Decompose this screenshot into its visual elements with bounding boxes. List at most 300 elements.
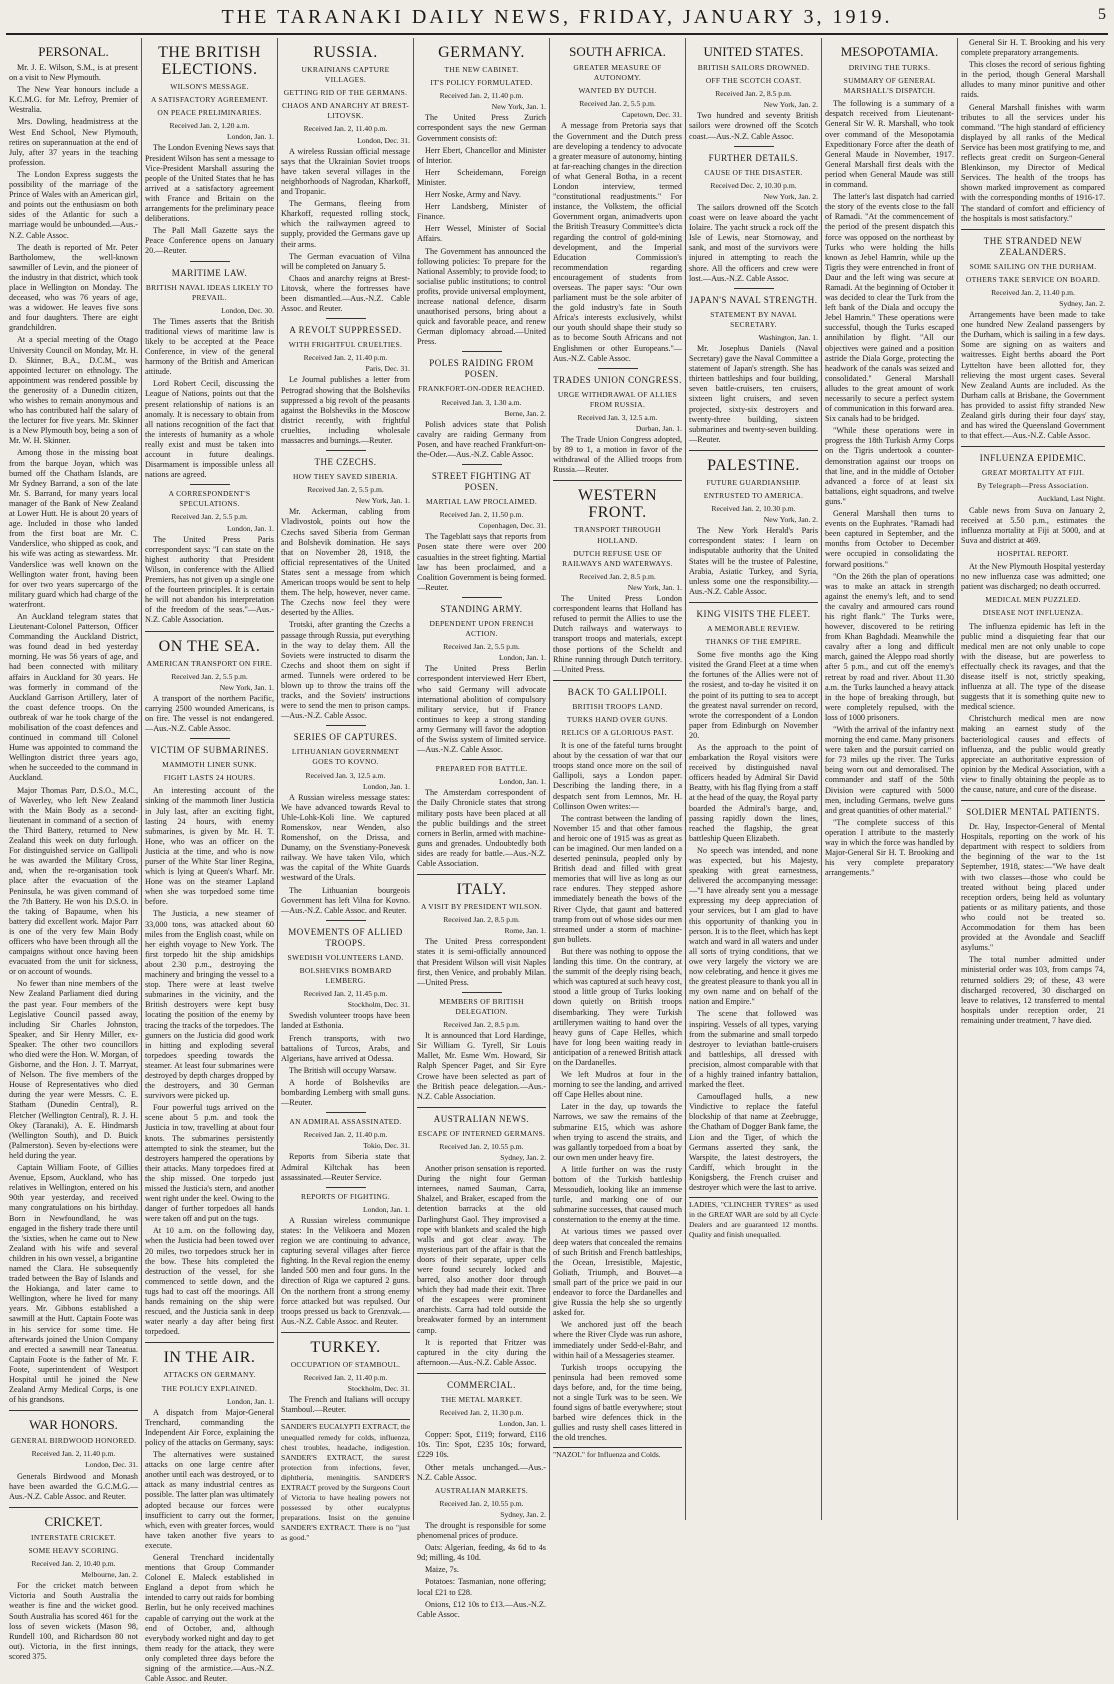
article-paragraph: But there was nothing to oppose the landing this time. On the contrary, at the summit of the deeply rising beach, which was captured at such heavy cost, stood a little group of Turks looking down quietly on British troops disembarking. They were Turkish artillerymen waiting to hand over the heavy guns of Cape Helles, which have for long been waiting ready in anticipation of a renewed British attack on the Dardanelles.: [553, 946, 682, 1067]
subheadline: DUTCH REFUSE USE OF RAILWAYS AND WATERWAYS.: [562, 548, 673, 568]
headline: STREET FIGHTING AT POSEN.: [431, 471, 532, 493]
subheadline: SOME HEAVY SCORING.: [28, 1545, 119, 1555]
article-paragraph: Herr Scheidemann, Foreign Minister.: [417, 167, 546, 187]
article-paragraph: The Tageblatt says that reports from Posen state there were over 200 casualties in the street fighting. Martial law has been proclaimed, and a Coalition Government is being formed.—Reuter.: [417, 532, 546, 592]
received-line: Received Jan. 2, 11.30 p.m.: [439, 1408, 524, 1418]
subheadline: ON PEACE PRELIMINARIES.: [157, 108, 262, 118]
separator-rule: [734, 146, 774, 147]
dateline: London, Dec. 31.: [85, 1460, 138, 1470]
dateline: London, Jan. 1.: [498, 653, 546, 663]
dateline: Melbourne, Jan. 2.: [81, 1570, 138, 1580]
headline: MARITIME LAW.: [171, 267, 248, 278]
received-line: Received Jan. 2, 11.40 p.m.: [303, 353, 388, 363]
subheadline: GETTING RID OF THE GERMANS.: [283, 88, 408, 98]
article-paragraph: A Russian wireless communique states: In the Velikoera and Mozen region we are continuing to advance, capturing several villages after fierce fighting. In the Reval region the enemy landed 500 men and four guns. In the direction of Riga we captured 2 guns. On the northern front a strong enemy force attacked but was repulsed. Our troops pressed us back to Grenzvak.—Aus.-N.Z. Cable Assoc. and Reuter.: [281, 1215, 410, 1326]
separator-rule: [190, 738, 230, 739]
headline: ITALY.: [456, 881, 507, 899]
received-line: Received Jan. 2, 8.5 p.m.: [579, 571, 656, 581]
subheadline: DRIVING THE TURKS.: [848, 63, 931, 72]
article-paragraph: Chaos and anarchy reigns at Brest-Litovsk, where the fortresses have been dismantled.—Aus.-N.Z. Cable Assoc. and Reuter.: [281, 273, 410, 314]
article-paragraph: No speech was intended, and none was expected, but his Majesty, speaking with great earnestness, delivered the accompanying message:—"I have already sent you a message expressing my deep appreciation of your services, but I am glad to have this opportunity of thanking you in person. It is to the fleet, which has kept watch and ward in all waters and under all sorts of trying conditions, that we owe very largely the victory we are now celebrating, and hence it gives me the greatest pleasure to thank you all in my own name and on behalf of the nation and Empire.": [689, 845, 818, 1007]
received-line: Received Jan. 2, 11.40 p.m.: [991, 287, 1075, 297]
article-paragraph: At a special meeting of the Otago University Council on Monday, Mr. H. D. Skinner, B.A., D.C.M., was appointed lecturer on ethnology. The appointment was rendered possible by the generosity of a Dunedin citizen, who wishes to remain anonymous and who has contributed half the salary of the lecturer for five years. Mr. Skinner is a New Plymouth boy, being a son of Mr. W. H. Skinner.: [9, 335, 138, 446]
article-paragraph: The German evacuation of Vilna will be completed on January 5.: [281, 251, 410, 271]
subheadline: HOSPITAL REPORT.: [997, 548, 1069, 558]
article-paragraph: Captain William Foote, of Gillies Avenue, Epsom, Auckland, who has relatives in Wellington, entered on his 90th year yesterday, and received many congratulations on his birthday. Born in Newfoundland, he was engaged in the fishery trade there until the 'sixties, when he came out to New Zealand with his wife and several children in his own vessel, a brigantine named the Clara. He subsequently traded between the Bay of Islands and the Hokianga, and later came to Wellington, where he lived for many years. Mr. Gibbons established a sawmill at the Hutt. Captain Foote was in his service for some time. He afterwards joined the Union Company and erected a sawmill near Taneatua. Captain Foote is the father of Mr. F. Foote, superintendent of Westport Hospital until he joined the New Zealand Army Medical Corps, is one of his grandsons.: [9, 1163, 138, 1405]
separator-rule: [190, 484, 230, 485]
article-paragraph: Polish advices state that Polish cavalry are raiding Germany from Posen, and have reached Frankfurt-on-the-Oder.—Aus.-N.Z. Cable Assoc.: [417, 419, 546, 459]
separator-rule: [326, 1187, 366, 1188]
article-paragraph: The Germans, fleeing from Kharkoff, requested rolling stock, which the railwaymen agreed to supply, provided the Germans gave up their arms.: [281, 199, 410, 249]
headline: UNITED STATES.: [703, 44, 804, 59]
received-line: Received Jan. 2, 11.50 p.m.: [439, 510, 524, 520]
received-line: Received Jan. 2, 11.40 p.m.: [439, 91, 524, 101]
subheadline: AUSTRALIAN MARKETS.: [434, 1485, 529, 1495]
article-paragraph: It is announced that Lord Hardinge, Sir William G. Tyrell, Sir Louis Mallet, Mr. Esme Wm. Howard, Sir Ralph Spencer Paget, and Sir Eyre Crowe have been selected as part of the British peace delegation.—Aus.-N.Z. Cable Association.: [417, 1031, 546, 1101]
received-line: Received Jan. 2, 5.5 p.m.: [443, 642, 520, 652]
received-line: Received Jan. 2, 11.45 p.m.: [303, 989, 388, 999]
separator-rule: [326, 725, 366, 726]
subheadline: THE NEW CABINET.: [444, 65, 519, 74]
article-paragraph: Swedish volunteer troops have been landed at Esthonia.: [281, 1011, 410, 1031]
dateline: London, Jan. 1.: [498, 777, 546, 787]
article-paragraph: Mr. J. E. Wilson, S.M., is at present on a visit to New Plymouth.: [9, 63, 138, 83]
separator-rule: [598, 368, 638, 369]
subheadline: ENTRUSTED TO AMERICA.: [703, 491, 804, 500]
section-rule: [417, 1107, 546, 1108]
headline: THE STRANDED NEW ZEALANDERS.: [983, 235, 1083, 257]
article-paragraph: The total number admitted under ministerial order was 103, from camps 74, returned soldiers 29; of these, 43 were discharged recovered, 30 discharged on leave to relatives, 12 transferred to mental hospitals under reception order, 21 remaining under treatment, 7 have died.: [961, 955, 1105, 1025]
article-paragraph: Maize, 7s.: [425, 1565, 459, 1575]
dateline: New York, Jan. 1.: [491, 102, 546, 112]
article-paragraph: The Justicia, a new steamer of 33,000 tons, was attacked about 60 miles from the English coast, while on her eighth voyage to New York. The first torpedo hit the ship amidships about 2.30 p.m., destroying the machinery and bringing the vessel to a stop. There were at least twelve submarines in the vicinity, and the British destroyers were kept busy locating the position of the enemy by tracing the tracks of the torpedoes. The gunners on the Justicia did good work in hitting and exploding several torpedoes speeding towards the steamer. At least four submarines were destroyed by depth charges dropped by the destroyers, and 30 German survivors were picked up.: [145, 909, 274, 1101]
article-paragraph: Le Journal publishes a letter from Petrograd showing that the Bolsheviks suppressed a big revolt of the peasants against the Bolsheviks in the Moscow district recently, with frightful cruelties, including wholesale massacres and burnings.—Reuter.: [281, 375, 410, 445]
subheadline: DISEASE NOT INFLUENZA.: [982, 608, 1084, 618]
dateline: London, Dec. 30.: [221, 305, 274, 315]
article-paragraph: Generals Birdwood and Monash have been awarded the G.C.M.G.—Aus.-N.Z. Cable Assoc. and Reuter.: [9, 1471, 138, 1501]
column-6: [686, 38, 822, 1520]
article-paragraph: "While these operations were in progress the 18th Turkish Army Corps on the Tigris undertook a counter-demonstration against our troops on that line, and in the middle of October advanced a force of at least six battalions, eight squadrons, and twelve guns.": [825, 426, 954, 506]
separator-rule: [190, 261, 230, 262]
section-rule: [9, 1410, 138, 1411]
separator-rule: [326, 1112, 366, 1113]
article-paragraph: The United Press London correspondent learns that Holland has refused to permit the Allies to use the Dutch railways and waterways to transport troops and materials, except those portions of the Scheldt and Rhine running through Dutch territory.—United Press.: [553, 594, 682, 674]
headline: RUSSIA.: [313, 44, 378, 61]
dateline: Sydney, Jan. 2.: [500, 1509, 546, 1519]
article-paragraph: A message from Pretoria says that the Government and the Dutch press are developing a tendency to advocate a greater measure of autonomy, hinting at far-reaching changes in the direction of what General Botha, in a recent London interview, termed "constitutional readjustments." For instance, the Volkstem, the official Government organ, animadverts upon the British Treasury Committee's dicta regarding the control of gold-mining development, and the Imperial Education Commission's recommendation regarding encouragement of students from overseas. The paper says: "Our own parliament must be the sole arbiter of the gold industry's fate in South Africa's interests exclusively, whilst our youth should shape their study so as to become South Africans and not Englishmen or other Europeans."—Aus.-N.Z. Cable Assoc.: [553, 121, 682, 363]
received-line: Received Jan. 2, 8.5 p.m.: [443, 915, 520, 925]
received-line: Received Jan. 2, 10.55 p.m.: [439, 1498, 524, 1508]
dateline: London, Jan. 1.: [362, 781, 410, 791]
subheadline: CAUSE OF THE DISASTER.: [704, 167, 803, 177]
dateline: Rome, Jan. 1.: [504, 926, 546, 936]
dateline: New York, Jan. 2.: [763, 191, 818, 201]
article-paragraph: Two hundred and seventy British sailors were drowned off the Scotch coast.—Aus.-N.Z. Cable Assoc.: [689, 111, 818, 141]
article-paragraph: The French and Italians will occupy Stamboul.—Reuter.: [281, 1395, 410, 1415]
article-paragraph: The United Press correspondent states it is semi-officially announced that President Wilson will visit Naples first, then Venice, and probably Milan.—United Press.: [417, 937, 546, 987]
subheadline: LITHUANIAN GOVERNMENT GOES TO KOVNO.: [291, 747, 400, 767]
column-5: [550, 38, 686, 1520]
subheadline: THE METAL MARKET.: [440, 1394, 523, 1404]
subheadline: ATTACKS ON GERMANY.: [163, 1370, 256, 1380]
column-2-content: [145, 44, 274, 1684]
headline: CRICKET.: [44, 1513, 103, 1529]
dateline: New York, Jan. 2.: [763, 100, 818, 110]
article-paragraph: Christchurch medical men are now making an earnest study of the bacteriological causes and effects of influenza, and the public would greatly appreciate an authoritative expression of opinion by the Medical Association, with a view to finally obtaining the people as to the cause, nature, and cure of the disease.: [961, 714, 1105, 794]
headline: BACK TO GALLIPOLI.: [567, 686, 668, 697]
headline: PALESTINE.: [707, 456, 800, 474]
subheadline: FRANKFORT-ON-ODER REACHED.: [418, 384, 545, 394]
section-rule: [145, 1342, 274, 1343]
article-paragraph: For the cricket match between Victoria and South Australia the weather is fine and the wicket good. South Australia has scored 461 for the loss of seven wickets (Mason 98, Rundell 100, and Richardson 80 not out). Victoria, in the first innings, scored 375.: [9, 1581, 138, 1661]
subheadline: TURKS HAND OVER GUNS.: [567, 714, 668, 724]
dateline: Copenhagen, Dec. 31.: [478, 521, 546, 531]
article-paragraph: The Lithuanian bourgeois Government has left Vilna for Kovno.—Aus.-N.Z. Cable Assoc. and Reuter.: [281, 885, 410, 915]
received-line: Received Jan. 3, 1.30 a.m.: [441, 397, 522, 407]
subheadline: ESCAPE OF INTERNED GERMANS.: [417, 1128, 546, 1138]
column-2: [142, 38, 278, 1684]
article-paragraph: General Trenchard incidentally mentions that Group Commander Colonel E. Maleck established in England a depot from which he intended to carry out raids for bombing Berlin, but he only received machines capable of carrying out the work at the end of October, and, although everybody worked night and day to get them ready for the attack, they were only completed three days before the signing of the armistice.—Aus.-N.Z. Cable Assoc. and Reuter.: [145, 1553, 274, 1684]
section-rule: [553, 480, 682, 481]
article-paragraph: "With the arrival of the infantry next morning the end came. Many prisoners were taken and the pursuit carried on for 73 miles up the river. The Turks being worn out and demoralised. The commander and staff of the 50th Division were captured with 5000 men, including Germans, twelve guns and great quantities of other material.": [825, 725, 954, 815]
subheadline: GREATER MEASURE OF AUTONOMY.: [573, 63, 662, 83]
separator-rule: [734, 288, 774, 289]
article-paragraph: General Marshall finishes with warm tributes to all the services under his command. "The high standard of efficiency displayed by all ranks of the Medical Service has been most gratifying to me, and reflects great credit on Surgeon-General Blenkinson, my Director of Medical Services. The health of the troops has shown marked improvement as compared with the corresponding months of 1916-17. The standard of comfort and efficiency of the hospitals is most satisfactory.": [961, 102, 1105, 223]
subheadline: INTERSTATE CRICKET.: [31, 1532, 116, 1542]
article-paragraph: Dr. Hay, Inspector-General of Mental Hospitals, reporting on the work of his department with respect to soldiers from the beginning of the war to the 1st September, 1918, states:—"We have dealt with two classes—those who could be treated without being placed under reception orders, being held as voluntary patients or as military patients, and those who could not be treated so. Accommodation for them has been provided at the Avondale and Seacliff asylums.": [961, 822, 1105, 953]
headline: SERIES OF CAPTURES.: [293, 732, 398, 743]
article-paragraph: The latter's last dispatch had carried the story of the events close to the fall of Ramadi. "At the commencement of the period of the present dispatch this force was opposed on the northeast by Turks who were holding the hills known as Jebel Hamrin, while up the Tigris they were entrenched in front of Daur and the left wing was secure at Ramadi. At the beginning of October it was decided to clear the Turk from the left bank of the Diala and occupy the Jebel Hamrin." These operations were successful, though the Turks escaped annihilation by flight. "All our objectives were gained and a position astride the Diala Gorge, protecting the headwork of the canals was seized and consolidated." General Marshall alludes to the great amount of work necessarily to secure a perfect system of communication in this forward area. Six canals had to be bridged.: [825, 192, 954, 424]
section-rule: [961, 800, 1105, 801]
subheadline: GREAT MORTALITY AT FIJI.: [981, 468, 1085, 478]
headline: A REVOLT SUPPRESSED.: [289, 325, 402, 336]
subheadline: MEDICAL MEN PUZZLED.: [985, 595, 1081, 605]
section-rule: [553, 680, 682, 681]
received-line: Received Jan. 2, 10.30 p.m.: [711, 504, 796, 514]
article-paragraph: Mr. Josephus Daniels (Naval Secretary) gave the Naval Committee a statement of Japan's strength. She has thirteen battleships and four building, seven battle-cruisers, ten cruisers, sixteen light cruisers, and seven projected, sixty-six destroyers and twenty-three building, sixteen submarines and twenty-seven building.—Reuter.: [689, 343, 818, 444]
article-paragraph: Four powerful tugs arrived on the scene about 5 p.m. and took the Justicia in tow, travelling at about four knots. The submarines persistently attempted to sink the steamer, but the destroyers hampered the operations by their attacks. Many torpedoes fired at the ship missed. One torpedo just missed the Justicia's stern, and another went right under the keel. Owing to the danger of further torpedoes all hands were taken off and put on the tugs.: [145, 1103, 274, 1224]
received-line: Received Jan. 2, 8.5 p.m.: [715, 89, 792, 99]
subheadline: A CORRESPONDENT'S SPECULATIONS.: [168, 489, 251, 509]
subheadline: WILSON'S MESSAGE.: [170, 82, 249, 91]
article-paragraph: A little further on was the rusty bottom of the Turkish battleship Messoudieh, looking like an immense turtle, and marking one of our submarine successes, that caused much consternation to the enemy at the time.: [553, 1164, 682, 1225]
received-line: Received Jan. 2, 5.5 p.m.: [171, 512, 248, 522]
subheadline: MARTIAL LAW PROCLAIMED.: [425, 497, 538, 507]
article-paragraph: Reports from Siberia state that Admiral Kiltchak has been assassinated.—Reuter Service.: [281, 1152, 410, 1182]
headline: THE BRITISH ELECTIONS.: [158, 44, 261, 78]
article-paragraph: Herr Noske, Army and Navy.: [425, 190, 521, 200]
headline: THE CZECHS.: [314, 457, 377, 468]
headline: AUSTRALIAN NEWS.: [433, 1113, 530, 1124]
article-paragraph: The British will occupy Warsaw.: [289, 1065, 397, 1075]
separator-rule: [462, 992, 502, 993]
article-paragraph: Trotski, after granting the Czechs a passage through Russia, put everything in the way to delay them. All the Soviets were instructed to disarm the Czechs and shoot them on sight if armed. Tunnels were ordered to be blown up to throw the trains off the tracks, and the Soviets' instructions were to send the men to prison camps.—Aus.-N.Z. Cable Assoc.: [281, 620, 410, 721]
column-4: [414, 38, 550, 1619]
newspaper-columns: [6, 38, 1108, 1684]
article-paragraph: General Sir H. T. Brooking and his very complete preparatory arrangements.: [961, 38, 1105, 58]
headline: POLES RAIDING FROM POSEN.: [429, 358, 534, 380]
headline: SOUTH AFRICA.: [569, 44, 666, 59]
article-paragraph: The United Press Berlin correspondent interviewed Herr Ebert, who said Germany will advocate international abolition of compulsory military service, but if France continues to keep a strong standing army Germany will favor the adoption of the Swiss system of limited service.—Aus.-N.Z. Cable Assoc.: [417, 664, 546, 755]
article-paragraph: Copper: Spot, £119; forward, £116 10s. Tin: Spot, £235 10s; forward, £229 10s.: [417, 1430, 546, 1460]
subheadline: REPORTS OF FIGHTING.: [300, 1191, 391, 1201]
article-paragraph: At various times we passed over deep waters that concealed the remains of such British and French battleships, the Ocean, Irresistible, Majestic, Goliath, Triumph, and Bouvet—a small part of the price we paid in our endeavor to force the Dardanelles and give Russia the help she so urgently asked for.: [553, 1227, 682, 1318]
subheadline: CHAOS AND ANARCHY AT BREST-LITOVSK.: [281, 101, 410, 121]
subheadline: DEPENDENT UPON FRENCH ACTION.: [429, 618, 534, 639]
received-line: Received Jan. 2, 1.20 a.m.: [169, 121, 250, 131]
article-paragraph: General Marshall then turns to events on the Euphrates. "Ramadi had been captured in September, and the months from October to December were occupied in consolidating the forward positions.": [825, 509, 954, 569]
headline: GERMANY.: [438, 44, 525, 61]
article-paragraph: Camouflaged hulls, a new Vindictive to replace the fateful blockship of that name at Zeebrugge, the Chatham of Dogger Bank fame, the Lion and the Tiger, of which the Germans asserted they sank, the Warspite, the latest destroyers, the Cardiff, which brought in the Konigsberg, the French cruiser and destroyer which were the last to arrive.: [689, 1092, 818, 1192]
headline: TURKEY.: [310, 1338, 381, 1356]
headline: WAR HONORS.: [29, 1417, 118, 1433]
article-paragraph: "The complete success of this operation I attribute to the masterly way in which the force was handled by Major-General Sir H. T. Brooking and his very complete preparatory arrangements.": [825, 817, 954, 878]
separator-rule: [462, 464, 502, 465]
received-line: Received Jan. 2, 5.5 p.m.: [171, 671, 248, 681]
article-paragraph: The Amsterdam correspondent of the Daily Chronicle states that strong military posts have been placed at all the public buildings and the street corners in Berlin, armed with machine-guns and grenades. Undoubtedly both sides are ready for battle.—Aus.-N.Z. Cable Association.: [417, 788, 546, 868]
separator-rule: [462, 759, 502, 760]
subheadline: STATEMENT BY NAVAL SECRETARY.: [710, 309, 797, 329]
section-rule: [689, 602, 818, 603]
section-rule: [689, 450, 818, 451]
section-rule: [9, 1507, 138, 1508]
article-paragraph: Herr Ebert, Chancellor and Minister of Interior.: [417, 145, 546, 165]
article-paragraph: The drought is responsible for some phenomenal prices of produce.: [417, 1520, 546, 1541]
received-line: Received Jan. 2, 11.40 p.m.: [303, 1373, 388, 1383]
article-paragraph: Herr Landsberg, Minister of Finance.: [417, 202, 546, 222]
column-5-content: [553, 44, 682, 1461]
article-paragraph: Some five months ago the King visited the Grand Fleet at a time when the fortunes of the Allies were not of the rosiest, and to-day he visited it on the point of its putting to sea to accept the greatest naval surrender on record, wrote the correspondent of a London paper from Edinburgh on November 20.: [689, 650, 818, 740]
subheadline: OTHERS TAKE SERVICE ON BOARD.: [965, 274, 1101, 284]
section-rule: [417, 1373, 546, 1374]
article-paragraph: No fewer than nine members of the New Zealand Parliament died during the past year. Four members of the Legislative Council passed away, including Sir Charles Johnston, Speaker, and Sir Henry Miller, ex-Speaker. The other two councillors who died were the Hon. W. Morgan, of Gisborne, and the Hon. J. T. Marryat, of Nelson. The five members of the House of Representatives who died during the year were Messrs. C. E. Statham (Dunedin Central), R. Fletcher (Wellington Central), R. J. H. Okey (Taranaki), A. E. Hindmarsh (Wellington South), and D. Buick (Palmerston). Seven by-elections were held during the year.: [9, 979, 138, 1160]
dateline: London, Jan. 1.: [498, 1419, 546, 1429]
dateline: New York, Jan. 1.: [627, 582, 682, 592]
article-paragraph: Later in the day, up towards the Narrows, we saw the remains of the submarine E15, which was ashore when trying to ascend the straits, and was gallantly torpedoed from a boat by our own men under heavy fire.: [553, 1102, 682, 1162]
dateline: London, Jan. 1.: [226, 132, 274, 142]
article-paragraph: It is one of the fateful turns brought about by the cessation of war that our troops stand once more on the soil of Gallipoli, says a London paper. Describing the landing there, in a despatch sent from Lemnos, Mr. H. Collinson Owen writes:—: [553, 741, 682, 811]
article-paragraph: Cable news from Suva on January 2, received at 5.50 p.m., estimates the influenza mortality at Fiji at 5000, and at Suva and district at 469.: [961, 505, 1105, 545]
article-paragraph: It is reported that Fritzer was captured in the city during the afternoon.—Aus.-N.Z. Cable Assoc.: [417, 1337, 546, 1367]
article-paragraph: The scene that followed was inspiring. Vessels of all types, varying from the submarine and small torpedo destroyer to leviathan battle-cruisers and battleships, all dressed with precision, almost comparable with that of a highly trained infantry battalion, marked the fleet.: [689, 1009, 818, 1090]
dateline: New York, Jan. 2.: [763, 515, 818, 525]
headline: IN THE AIR.: [163, 1349, 256, 1367]
advertisement: "NAZOL" for Influenza and Colds.: [553, 1447, 682, 1460]
article-paragraph: The United Press Paris correspondent says: "I can state on the highest authority that President Wilson, in conference with the Allied Premiers, has not given up a single one of the fourteen principles. It is certain he will not abandon his interpretation of the freedom of the seas."—Aus.-N.Z. Cable Association.: [145, 534, 274, 625]
subheadline: GENERAL BIRDWOOD HONORED.: [10, 1436, 137, 1446]
dateline: Washington, Jan. 1.: [758, 332, 818, 342]
dateline: New York, Jan. 1.: [219, 682, 274, 692]
headline: VICTIM OF SUBMARINES.: [150, 745, 269, 756]
section-rule: [961, 229, 1105, 230]
subheadline: A SATISFACTORY AGREEMENT.: [150, 95, 269, 105]
received-line: Received Jan. 3, 12.5 a.m.: [577, 412, 658, 422]
column-3: [278, 38, 414, 1543]
dateline: Auckland, Last Night.: [1037, 494, 1105, 504]
article-paragraph: The sailors drowned off the Scotch coast were on leave aboard the yacht Iolaire. The yacht struck a rock off the Isle of Lewis, near Stornoway, and sank, and most of the survivors were injured in attempting to reach the shore. All the officers and crew were lost.—Aus.-N.Z. Cable Assoc.: [689, 202, 818, 283]
section-rule: [281, 1332, 410, 1333]
dateline: Paris, Dec. 31.: [365, 364, 410, 374]
headline: SOLDIER MENTAL PATIENTS.: [966, 807, 1100, 818]
subheadline: FUTURE GUARDIANSHIP.: [706, 477, 801, 487]
separator-rule: [462, 351, 502, 352]
dateline: London, Jan. 1.: [226, 523, 274, 533]
article-paragraph: Major Thomas Parr, D.S.O., M.C., of Waverley, who left New Zealand with the Main Body as a second-lieutenant in command of a section of the Third Battery, returned to New Zealand this week on duty furlough. For distinguished service on Gallipoli he was awarded the Military Cross, and, when the re-organisation took place after the evacuation of the Peninsula, he was given command of the 7th Battery. He won his D.S.O. in the taking of Bapaume, when his battery did excellent work. Major Parr is one of the very few Main Body officers who have been through all the campaigns without once having been evacuated from the unit for sickness, or on account of wounds.: [9, 785, 138, 977]
subheadline: AMERICAN TRANSPORT ON FIRE.: [146, 658, 273, 668]
headline: JAPAN'S NAVAL STRENGTH.: [689, 294, 818, 305]
received-line: Received Jan. 2, 10.40 p.m.: [31, 1559, 116, 1569]
dateline: Stockholm, Dec. 31.: [347, 1000, 410, 1010]
subheadline: FIGHT LASTS 24 HOURS.: [163, 773, 256, 783]
article-paragraph: A dispatch from Major-General Trenchard, commanding the Independent Air Force, explaining the policy of the attacks on Germany, says:: [145, 1407, 274, 1447]
column-1-content: [9, 44, 138, 1662]
subheadline: BRITISH NAVAL IDEAS LIKELY TO PREVAIL.: [145, 282, 274, 302]
received-line: Received Jan. 2, 8.5 p.m.: [443, 1020, 520, 1030]
subheadline: AN ADMIRAL ASSASSINATED.: [289, 1117, 402, 1127]
article-paragraph: Mrs. Dowling, headmistress at the West End School, New Plymouth, retires on superannuation at the end of July, after 37 years in the teaching profession.: [9, 117, 138, 167]
article-paragraph: Mr. Ackerman, cabling from Vladivostok, points out how the Czechs saved Siberia from German and Bolshevik domination. He says that on November 28, 1918, the official representatives of the United States sent a message from which American troops would be sent to help them. The help, however, never came. The Czechs now feel they were deserted by the Allies.: [281, 507, 410, 618]
article-paragraph: Oats: Algerian, feeding, 4s 6d to 4s 9d; milling, 4s 10d.: [417, 1543, 546, 1563]
column-4-content: [417, 44, 546, 1620]
section-rule: [417, 874, 546, 875]
article-paragraph: The New York Herald's Paris correspondent states: I learn on indisputable authority that the United States will be the trustee of Palestine, Arabia, Asiatic Turkey, and Syria, unless some one the responsibility.—Aus.-N.Z. Cable Assoc.: [689, 526, 818, 596]
subheadline: IT'S POLICY FORMULATED.: [430, 78, 533, 88]
article-paragraph: This closes the record of serious fighting in the period, though General Marshall alludes to many minor punitive and other raids.: [961, 60, 1105, 100]
subheadline: HOW THEY SAVED SIBERIA.: [293, 472, 398, 482]
headline: ON THE SEA.: [158, 637, 261, 655]
headline: MOVEMENTS OF ALLIED TROOPS.: [288, 926, 403, 948]
article-paragraph: At 10 a.m. on the following day, when the Justicia had been towed over 20 miles, two torpedoes struck her in the bow. These hits completed the destruction of the vessel, for she commenced to settle down, and the tugs had to cast off the moorings. All hands remaining on the ship were rescued, and the Justicia sank in deep water nearly a day after being first torpedoed.: [145, 1226, 274, 1337]
article-paragraph: The London Express suggests the possibility of the marriage of the Prince of Wales with an American girl, and points out the enthusiasm on both sides of the Atlantic for such a marriage would be unbounded.—Aus.-N.Z. Cable Assoc.: [9, 169, 138, 240]
article-paragraph: Onions, £12 10s to £13.—Aus.-N.Z. Cable Assoc.: [417, 1599, 546, 1619]
dateline: Berne, Jan. 2.: [504, 408, 546, 418]
article-paragraph: The Trade Union Congress adopted, by 89 to 1, a motion in favor of the withdrawal of the Allied troops from Russia.—Reuter.: [553, 435, 682, 475]
dateline: Durban, Jan. 1.: [635, 424, 682, 433]
subheadline: A MEMORABLE REVIEW.: [707, 623, 800, 633]
column-6-content: [689, 44, 818, 1240]
headline: FURTHER DETAILS.: [708, 152, 799, 163]
headline: MESOPOTAMIA.: [840, 44, 939, 59]
article-paragraph: The following is a summary of a despatch received from Lieutenant-General Sir W. R. Marshall, who took over command of the Mesopotamia Expeditionary Force after the death of General Maude in November, 1917. General Marshall first deals with the period when General Maude was still in command.: [825, 99, 954, 190]
article-paragraph: The influenza epidemic has left in the public mind a disquieting fear that our medical men are not only unable to cope with the disease, but are powerless to effectually check its ravages, and that the disease itself is not, strictly speaking, influenza at all. The type of the disease suggests that it is something quite new to medical science.: [961, 621, 1105, 712]
article-paragraph: The London Evening News says that President Wilson has sent a message to Vice-President Marshall assuring the people of the United States that he has arrived at a satisfactory agreement with France and Britain on the arrangements for the preliminary peace deliberations.: [145, 143, 274, 224]
subheadline: OFF THE SCOTCH COAST.: [705, 76, 802, 86]
article-paragraph: Lord Robert Cecil, discussing the League of Nations, points out that the present relationship of nations is an anomaly. It is necessary to obtain from all nations recognition of the fact that the interests of humanity as a whole really exist and must be taken into account in future dealings. Disarmament is impossible unless all nations are agreed.: [145, 379, 274, 480]
subheadline: PREPARED FOR BATTLE.: [435, 764, 528, 774]
subheadline: WANTED BY DUTCH.: [578, 86, 657, 96]
dateline: Sydney, Jan. 2.: [500, 1152, 546, 1162]
article-paragraph: A transport of the northern Pacific, carrying 2500 wounded Americans, is on fire. The vessel is not endangered.—Aus.-N.Z. Cable Assoc.: [145, 693, 274, 734]
subheadline: OCCUPATION OF STAMBOUL.: [290, 1359, 401, 1369]
subheadline: TRANSPORT THROUGH HOLLAND.: [574, 525, 661, 545]
headline: COMMERCIAL.: [447, 1379, 516, 1390]
article-paragraph: Potatoes: Tasmanian, none offering; local £21 to £28.: [417, 1577, 546, 1597]
subheadline: MAMMOTH LINER SUNK.: [162, 760, 257, 770]
headline: TRADES UNION CONGRESS.: [553, 374, 682, 385]
column-7-content: [825, 44, 954, 878]
advertisement: LADIES, "CLINCHER TYRES" as used in the GREAT WAR are sold by all Cycle Dealers and are guaranteed 12 months. Quality and finish unequalled.: [689, 1197, 818, 1240]
article-paragraph: The death is reported of Mr. Peter Bartholomew, the well-known sawmiller of Levin, and the pioneer of the industry in that district, which took place in Wellington on Monday. The deceased, who was 76 years of age, was a widower. He leaves five sons and four daughters. There are eight grandchildren.: [9, 242, 138, 333]
subheadline: WITH FRIGHTFUL CRUELTIES.: [288, 340, 403, 350]
article-paragraph: The New Year honours include a K.C.M.G. for Mr. Lefroy, Premier of Westralia.: [9, 85, 138, 115]
article-paragraph: We anchored just off the beach where the River Clyde was run ashore, immediately under Sedd-el-Bahr, and within hail of a Messageries steamer.: [553, 1320, 682, 1360]
dateline: London, Jan. 1.: [226, 1396, 274, 1406]
section-rule: [961, 446, 1105, 447]
dateline: Sydney, Jan. 2.: [1059, 298, 1105, 308]
article-paragraph: An Auckland telegram states that Lieutenant-Colonel Patterson, Officer Commanding the Auckland District, was found dead in bed yesterday morning. He was 56 years of age, and had been connected with military affairs in Auckland for 30 years. He was formerly in command of the Auckland Garrison Artillery, later of the coast defence troops. On the outbreak of war he took charge of the mobilisation of the coast defences and continued in command till Colonel Hume was appointed to command the Wellington district three years ago, when he succeeded to the command in Auckland.: [9, 611, 138, 783]
subheadline: A VISIT BY PRESIDENT WILSON.: [420, 902, 543, 912]
subheadline: RELICS OF A GLORIOUS PAST.: [561, 727, 674, 737]
article-paragraph: The contrast between the landing of November 15 and that other famous and heroic one of 1915 was as great as can be imagined. Our men landed on a deserted peninsula, peopled only by British dead and filled with great memories that will live as long as our race endures. They stepped ashore immediately beneath the bows of the River Clyde, that gaunt and battered tramp from out of whose sides our men streamed under a storm of machine-gun bullets.: [553, 813, 682, 944]
article-paragraph: At the New Plymouth Hospital yesterday no new influenza case was admitted; one patient was discharged; no death occurred.: [961, 562, 1105, 592]
separator-rule: [326, 920, 366, 921]
received-line: Received Jan. 2, 5.5 p.m.: [579, 99, 656, 109]
dateline: Capetown, Dec. 31.: [621, 110, 682, 120]
subheadline: UKRAINIANS CAPTURE VILLAGES.: [301, 65, 390, 85]
article-paragraph: Other metals unchanged.—Aus.-N.Z. Cable Assoc.: [417, 1462, 546, 1482]
article-paragraph: French transports, with two battalions of Turcos, Arabs, and Algerians, have arrived at Odessa.: [281, 1033, 410, 1063]
advertisement: SANDER'S EUCALYPTI EXTRACT, the unequalled remedy for colds, influenza, chest troubles, headache, indigestion. SANDER'S EXTRACT, the surest protection from infections, fever, diphtheria, meningitis. SANDER'S EXTRACT proved by the Surgeons Court of Victoria to have healing powers not possessed by other eucalyptus preparations. Insist on the genuine SANDER'S EXTRACT. There is no "just as good.": [281, 1419, 410, 1543]
dateline: London, Dec. 31.: [357, 135, 410, 145]
dateline: London, Jan. 1.: [362, 1204, 410, 1214]
subheadline: By Telegraph—Press Association.: [977, 481, 1089, 491]
headline: PERSONAL.: [38, 44, 109, 59]
separator-rule: [462, 597, 502, 598]
received-line: Received Jan. 2, 11.40 p.m.: [31, 1449, 116, 1459]
separator-rule: [326, 318, 366, 319]
article-paragraph: The Pall Mall Gazette says the Peace Conference opens on January 20.—Reuter.: [145, 226, 274, 256]
section-rule: [145, 631, 274, 632]
dateline: New York, Jan. 1.: [355, 496, 410, 506]
masthead-rule: [6, 33, 1108, 35]
article-paragraph: We left Mudros at four in the morning to see the landing, and arrived off Cape Helles about nine.: [553, 1070, 682, 1100]
separator-rule: [326, 450, 366, 451]
headline: KING VISITS THE FLEET.: [696, 608, 811, 619]
article-paragraph: A wireless Russian official message says that the Ukrainian Soviet troops have taken several villages in the neighborhoods of Nagrodan, Kharkoff, and Tropanic.: [281, 146, 410, 197]
masthead: [0, 0, 1114, 34]
subheadline: THE POLICY EXPLAINED.: [161, 1383, 258, 1393]
article-paragraph: Arrangements have been made to take one hundred New Zealand passengers by the Durham, which is sailing in a few days. Some are signing on as waiters and waitresses. Eight berths aboard the Port Lyttelton have been allotted for, they relieving the most urgent cases. Several New Zealand Aunts are included. As the Durham calls at Brisbane, the Government has provided to assist fifty stranded New Zealand girls during their four days' stay, and has wired the Queensland Government to that effect.—Aus.-N.Z. Cable Assoc.: [961, 310, 1105, 441]
dateline: Stockholm, Dec. 31.: [347, 1384, 410, 1394]
article-paragraph: The Government has announced the following policies: To prepare for the National Assembly; to provide food; to socialise public institutions; to control profits, provide universal employment, increase national defence, disarm unauthorised persons, bring about a quick and favorable peace, and renew German diplomacy abroad.—United Press.: [417, 246, 546, 347]
page-number: 5: [1098, 6, 1106, 23]
subheadline: BRITISH SAILORS DROWNED.: [697, 63, 810, 72]
article-paragraph: The alternatives were sustained attacks on one large centre after another until each was destroyed, or to attack as many industrial centres as possible. The latter plan was ultimately adopted because our forces were insufficient to carry out the former, which, even with greater forces, would have taken another five years to execute.: [145, 1450, 274, 1550]
dateline: Tokio, Dec. 31.: [363, 1141, 410, 1151]
article-paragraph: Among those in the missing boat from the barque Joyan, which was burned off the Chatham Islands, are Mr Sydney Barrand, a son of the late Mr. S. Barrand, for many years local manager of the Bank of New Zealand at Lower Hutt. He is about 20 years of age. Included in those who landed from the first boat are Mr. C. Vanderslice, who shipped as cook, and his wife was acting as stewardess. Mr. Vanderslice was well known on the Wellington water front, having been for over two years supercargo of the military guard which had charge of the waterfront.: [9, 448, 138, 609]
headline: STANDING ARMY.: [440, 603, 523, 614]
received-line: Received Jan. 2, 10.55 p.m.: [439, 1141, 524, 1151]
article-paragraph: "On the 26th the plan of operations was to make an attack in strength against the enemy's left, and to send the cavalry and armoured cars round his right flank." The Turks were, however, discovered to be retiring from Khan Baghdadi. Meanwhile the cavalry after a long and difficult march, gained the Aleppo road shortly after 5 p.m., and cut off the enemy's retreat by road and river. About 11.30 a.m. the Turks launched a heavy attack in the hope of breaking through, but were completely repulsed, with the loss of 1000 prisoners.: [825, 571, 954, 722]
column-8-content: [961, 38, 1105, 1026]
subheadline: BRITISH TROOPS LAND.: [572, 701, 663, 711]
subheadline: BOLSHEVIKS BOMBARD LEMBERG.: [299, 965, 392, 986]
received-line: Received Jan. 3, 12.5 a.m.: [305, 770, 386, 780]
article-paragraph: The United Press Zurich correspondent says the new German Government consists of:: [417, 113, 546, 143]
subheadline: SWEDISH VOLUNTEERS LAND.: [287, 952, 404, 962]
headline: INFLUENZA EPIDEMIC.: [979, 453, 1087, 464]
article-paragraph: Herr Wessel, Minister of Social Affairs.: [417, 224, 546, 244]
subheadline: SOME SAILING ON THE DURHAM.: [969, 261, 1097, 271]
article-paragraph: A Russian wireless message states: We have advanced towards Reval to Uhle-Lohk-Koli line. We captured Romenskov, near Wenden, also Romenshof, on the Drissa, and Dunamy, on the Svenstiany-Ponevesk railway. We have taken Vilo, which was the capital of the White Guards westward of the Urals.: [281, 792, 410, 883]
received-line: Received Jan. 2, 11.40 p.m.: [303, 124, 388, 134]
headline: WESTERN FRONT.: [577, 487, 658, 522]
article-paragraph: Another prison sensation is reported. During the night four German internees, named Sauman, Carra, Shalzel, and Braker, escaped from the detention barracks at the old Darlinghurst Gaol. They improvised a rope with blankets and scaled the high walls and got clear away. The mysterious part of the affair is that the doors of their separate, upper cells were found securely locked and barred, also another door through which they had made their exit. Three of the escapees were prominent anarchists. Carra had told outside the breakwater formed by an internment camp.: [417, 1164, 546, 1335]
column-1: [6, 38, 142, 1661]
received-line: Received Jan. 2, 11.40 p.m.: [303, 1130, 388, 1140]
newspaper-title: THE TARANAKI DAILY NEWS, FRIDAY, JANUARY 3, 1919.: [221, 5, 893, 28]
received-line: Received Jan. 2, 5.5 p.m.: [307, 485, 384, 495]
